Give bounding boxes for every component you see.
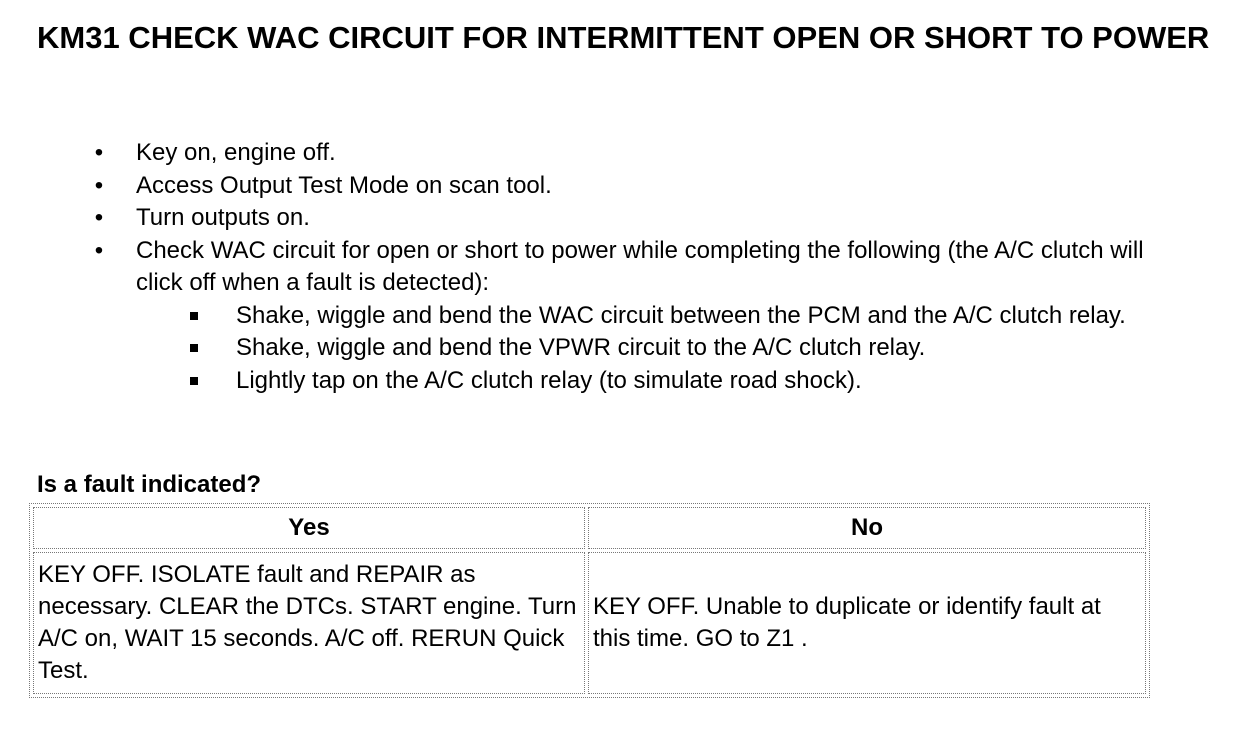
step-text: Turn outputs on. xyxy=(136,204,310,231)
list-item xyxy=(0,202,1196,235)
list-item xyxy=(0,170,1196,203)
square-bullet-icon xyxy=(190,312,198,320)
step-text: Access Output Test Mode on scan tool. xyxy=(136,171,552,199)
no-action-cell: KEY OFF. Unable to duplicate or identify fault at this time. GO to Z1 . xyxy=(588,552,1146,694)
sub-list-item xyxy=(136,332,1216,365)
bullet-icon: • xyxy=(94,204,104,231)
square-bullet-icon xyxy=(190,377,198,385)
step-text: Check WAC circuit for open or short to power while completing the following (the A/C clutch will click off when a fault is detected): xyxy=(136,236,1144,296)
bullet-icon: • xyxy=(94,171,104,199)
step-text: Key on, engine off. xyxy=(136,139,336,166)
question-heading: Is a fault indicated? xyxy=(37,471,262,498)
page-title: KM31 CHECK WAC CIRCUIT FOR INTERMITTENT OPEN OR SHORT TO POWER xyxy=(37,20,1210,55)
square-bullet-icon xyxy=(190,344,198,352)
substep-list xyxy=(136,300,1196,398)
table-header-row xyxy=(33,507,1146,549)
substep-text: Lightly tap on the A/C clutch relay (to simulate road shock). xyxy=(236,366,862,394)
table-row xyxy=(33,552,1146,694)
yes-action-cell: KEY OFF. ISOLATE fault and REPAIR as necessary. CLEAR the DTCs. START engine. Turn A/C on, WAIT 15 seconds. A/C off. RERUN Quick Test. xyxy=(33,552,585,694)
bullet-icon: • xyxy=(94,139,104,166)
sub-list-item xyxy=(136,365,1216,398)
result-table xyxy=(29,503,1150,698)
yes-header: Yes xyxy=(33,507,585,549)
list-item xyxy=(0,235,1196,398)
step-list xyxy=(0,137,1248,397)
substep-text: Shake, wiggle and bend the VPWR circuit to the A/C clutch relay. xyxy=(236,334,926,361)
sub-list-item xyxy=(136,300,1216,333)
list-item xyxy=(0,137,1196,170)
bullet-icon: • xyxy=(94,236,104,264)
no-header: No xyxy=(588,507,1146,549)
substep-text: Shake, wiggle and bend the WAC circuit between the PCM and the A/C clutch relay. xyxy=(236,301,1126,329)
